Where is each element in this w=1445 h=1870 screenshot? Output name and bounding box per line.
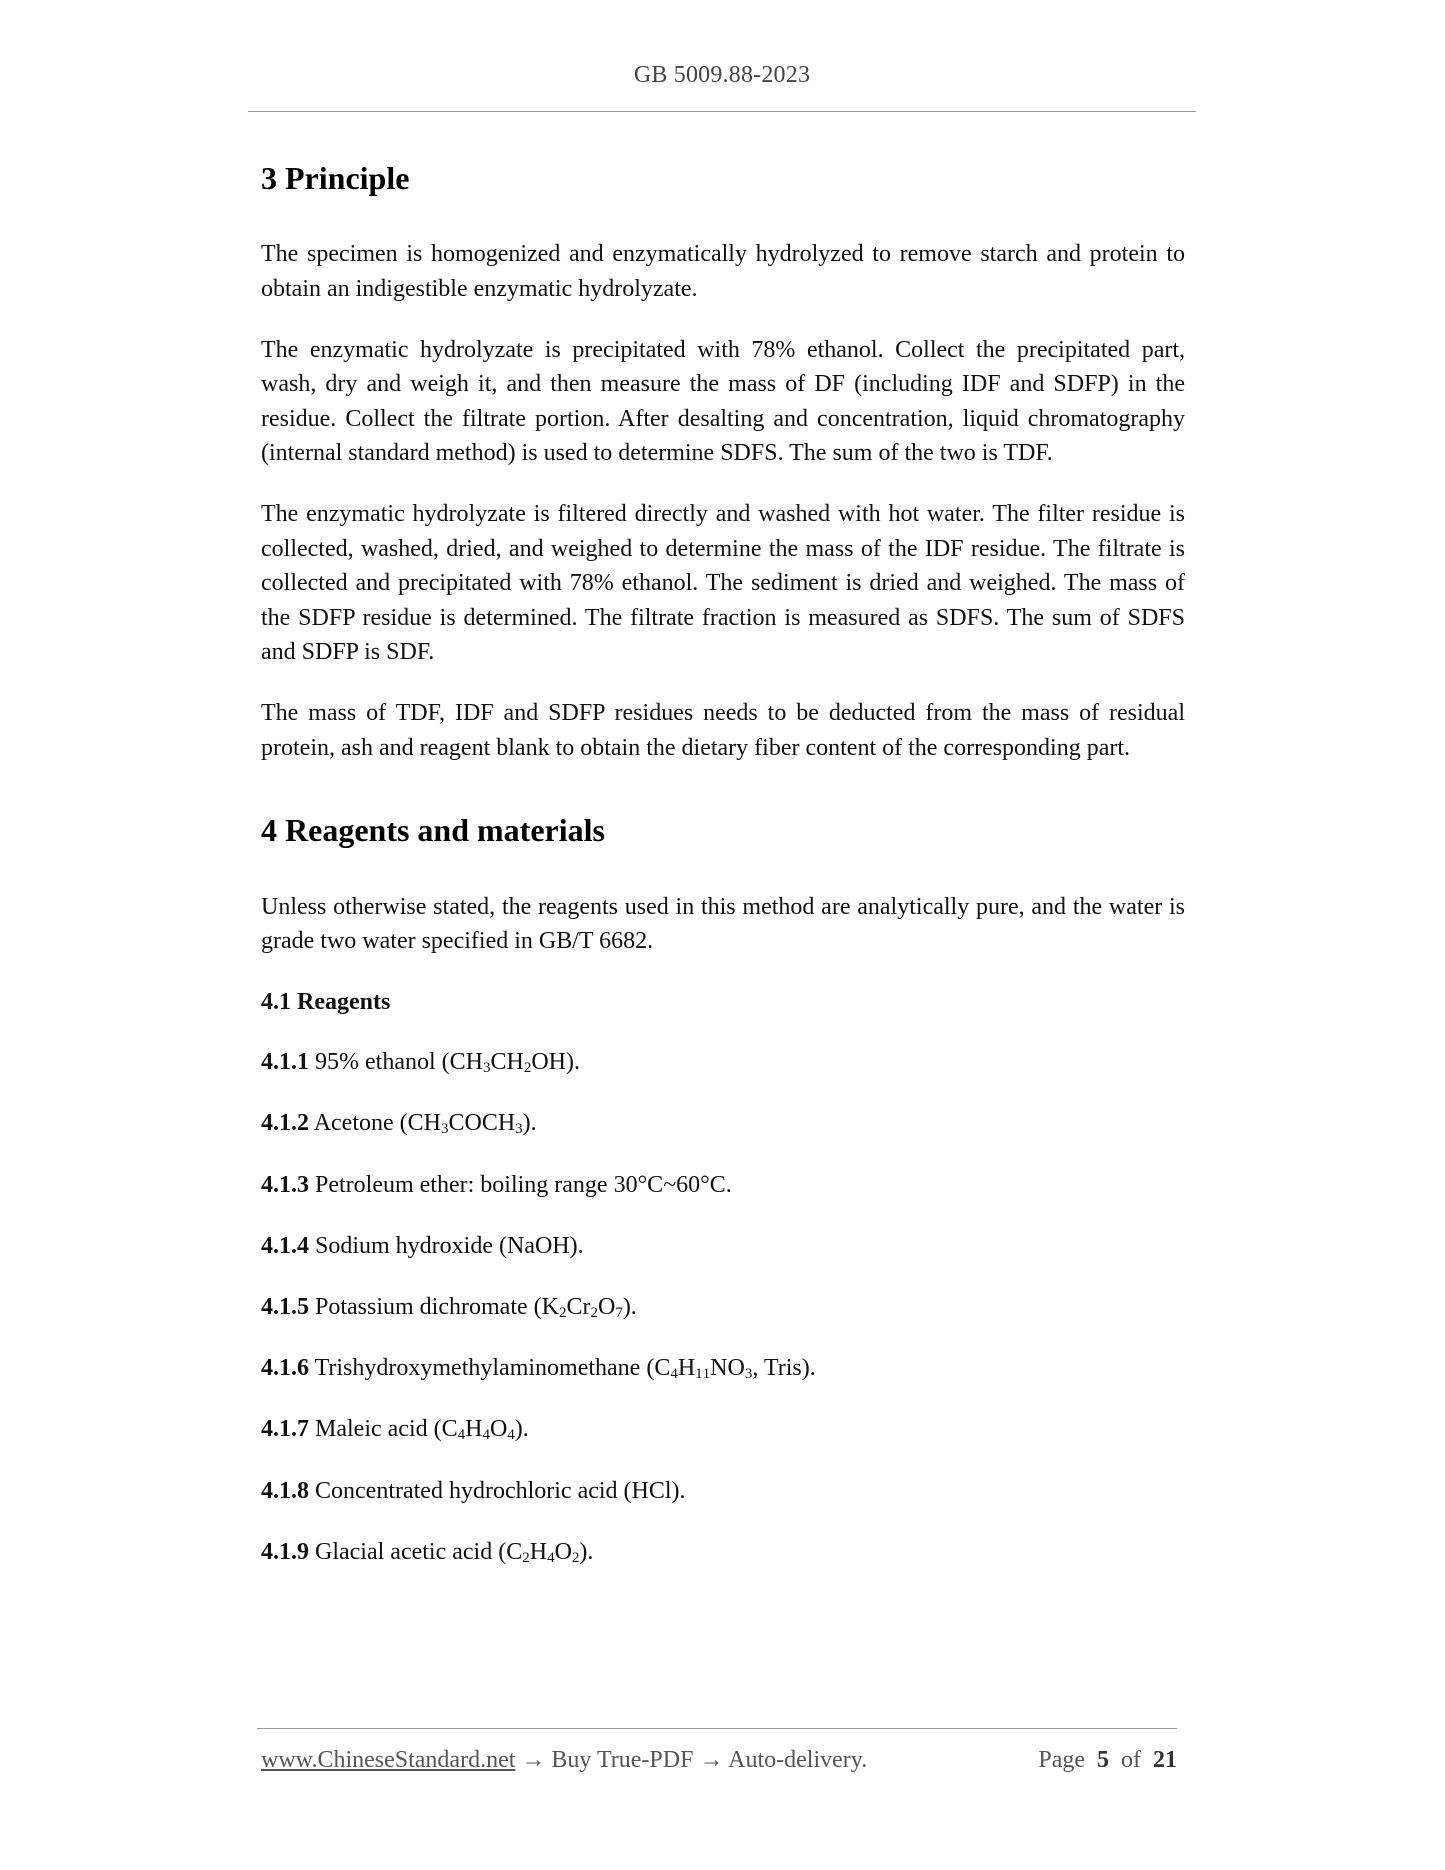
of-label: of — [1121, 1747, 1141, 1773]
reagent-item — [261, 1290, 1185, 1325]
reagent-item-number: 4.1.1 — [261, 1049, 309, 1076]
reagent-item-number: 4.1.5 — [261, 1294, 309, 1321]
principle-paragraph-2: The enzymatic hydrolyzate is precipitated with 78% ethanol. Collect the precipitated part, wash, dry and weigh it, and then measure the mass of DF (including IDF and SDFP) in the residue. Collect the filtrate portion. After desalting and concentration, liquid chromatography (internal standard method) is used to determine SDFS. The sum of the two is TDF. — [261, 336, 1185, 467]
page-content — [261, 155, 1185, 1596]
principle-paragraph-1: The specimen is homogenized and enzymatically hydrolyzed to remove starch and protein to obtain an indigestible enzymatic hydrolyzate. — [261, 241, 1185, 302]
arrow-right-icon: → — [699, 1747, 724, 1773]
page-label: Page — [1038, 1747, 1085, 1773]
current-page-number: 5 — [1097, 1747, 1109, 1773]
reagents-intro: Unless otherwise stated, the reagents used in this method are analytically pure, and the water is grade two water specified in GB/T 6682. — [261, 893, 1185, 955]
reagent-item-text: Trishydroxymethylaminomethane ($C_4H_{11}NO_3$, Tris). — [314, 1355, 816, 1383]
subsection-heading-reagents: 4.1 Reagents — [261, 988, 391, 1015]
reagent-item — [261, 1351, 1185, 1386]
reagent-item-text: Potassium dichromate $(K_2Cr_2O_7)$. — [315, 1294, 637, 1322]
reagent-item-number: 4.1.2 — [261, 1110, 309, 1137]
reagent-item — [261, 1474, 1185, 1509]
principle-paragraph-3: The enzymatic hydrolyzate is filtered directly and washed with hot water. The filter residue is collected, washed, dried, and weighed to determine the mass of the IDF residue. The filtrate is collected and precipitated with 78% ethanol. The sediment is dried and weighed. The mass of the SDFP residue is determined. The filtrate fraction is measured as SDFS. The sum of SDFS and SDFP is SDF. — [261, 500, 1185, 666]
reagent-item-number: 4.1.8 — [261, 1477, 309, 1504]
auto-delivery-text: Auto-delivery. — [728, 1747, 868, 1773]
reagent-item-text: Glacial acetic acid $(C_2H_4O_2)$. — [315, 1538, 594, 1566]
reagent-item-text: 95% ethanol $(CH_3CH_2OH)$. — [315, 1049, 580, 1077]
total-page-number: 21 — [1153, 1747, 1177, 1773]
footer-links — [261, 1747, 867, 1774]
arrow-right-icon: → — [521, 1747, 546, 1773]
reagent-item-text: Maleic acid $(C_4H_4O_4)$. — [315, 1416, 529, 1444]
footer-divider — [257, 1728, 1177, 1729]
reagent-item-number: 4.1.7 — [261, 1416, 309, 1443]
reagent-item-number: 4.1.9 — [261, 1538, 309, 1565]
section-heading-reagents: 4 Reagents and materials — [261, 812, 605, 849]
page-header: GB 5009.88-2023 — [633, 62, 811, 88]
reagent-item — [261, 1229, 1185, 1264]
section-heading-principle: 3 Principle — [261, 160, 410, 196]
reagent-item — [261, 1412, 1185, 1447]
reagent-item — [261, 1106, 1185, 1141]
reagent-item-text: Concentrated hydrochloric acid (HCl). — [315, 1477, 686, 1504]
buy-true-pdf-text: Buy True-PDF — [551, 1747, 694, 1773]
chinesestandard-link[interactable]: www.ChineseStandard.net — [261, 1747, 516, 1773]
principle-paragraph-4: The mass of TDF, IDF and SDFP residues needs to be deducted from the mass of residual protein, ash and reagent blank to obtain the dietary fiber content of the corresponding part. — [261, 699, 1185, 761]
reagent-item-number: 4.1.3 — [261, 1171, 309, 1198]
reagent-list — [261, 1045, 1185, 1569]
reagent-item — [261, 1168, 1185, 1203]
page-number — [1038, 1747, 1177, 1774]
header-divider — [248, 111, 1196, 112]
reagent-item-text: Sodium hydroxide (NaOH). — [315, 1232, 584, 1259]
reagent-item-number: 4.1.4 — [261, 1232, 309, 1259]
reagent-item — [261, 1045, 1185, 1080]
reagent-item-text: Acetone $(CH_3COCH_3)$. — [313, 1110, 537, 1138]
reagent-item — [261, 1535, 1185, 1570]
reagent-item-number: 4.1.6 — [261, 1355, 309, 1382]
reagent-item-text: Petroleum ether: boiling range 30°C~60°C. — [315, 1171, 732, 1198]
